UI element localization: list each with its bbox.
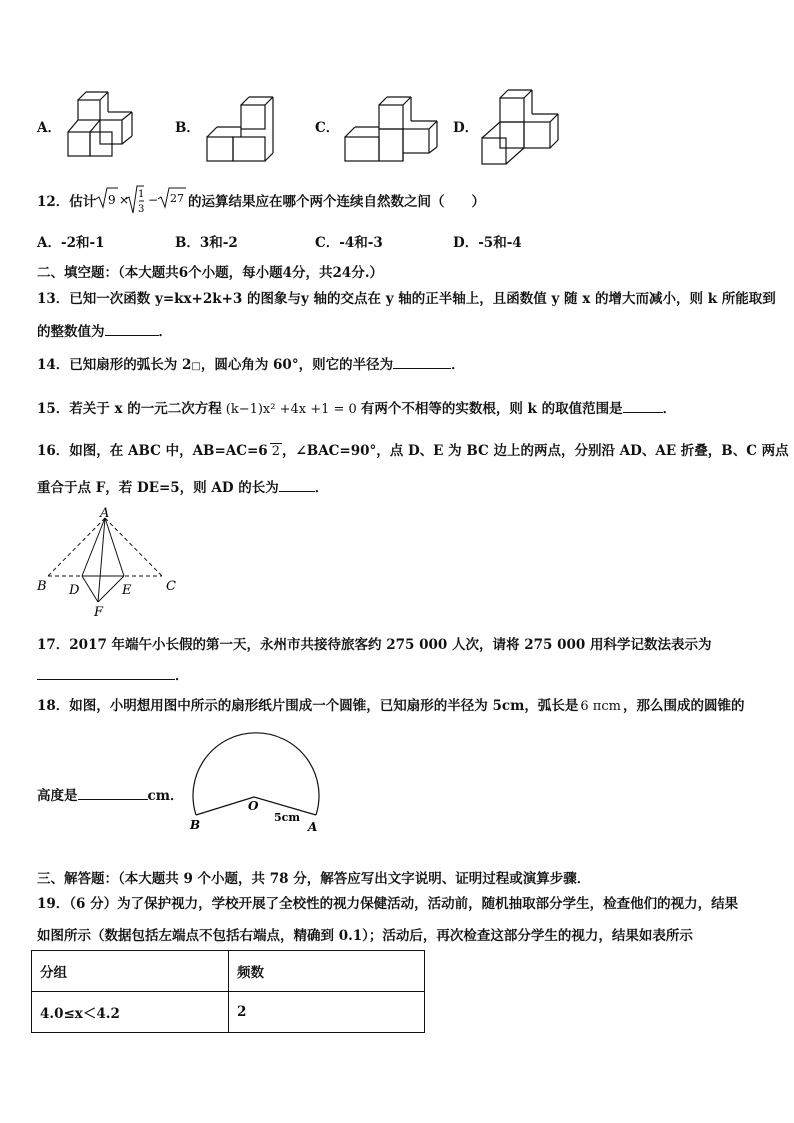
q18-line1b: ，那么围成的圆锥的 [622,698,745,714]
q15 [37,400,676,419]
table-cell-frequency: 2 [229,992,425,1033]
q18-line2a: 高度是 [37,788,78,804]
q16-answer-blank [279,479,315,492]
figure-18-sector [186,735,326,835]
q14-b: ，圆心角为 60°，则它的半径为 [200,357,394,373]
q18-line1a: 18．如图，小明想用图中所示的扇形纸片围成一个圆锥，已知扇形的半径为 5cm，弧长是 [37,698,579,714]
label-a: A [100,506,110,521]
q18-line1 [37,697,744,716]
table-header-group: 分组 [32,951,229,992]
q17-line2 [37,667,189,685]
q19-line2: 如图所示（数据包括左端点不包括右端点，精确到 0.1）；活动后，再次检查这部分学生的视力，结果如表所示 [37,928,693,944]
q18-line2b: cm． [147,788,184,804]
q15-a: 15．若关于 x 的一元二次方程 [37,401,222,417]
label-f: F [94,605,104,620]
label-o: O [248,799,259,813]
frequency-table [31,950,425,1033]
q13-end: ． [158,324,172,340]
q12-suffix: 的运算结果应在哪个两个连续自然数之间（ ） [188,194,485,210]
q15-answer-blank [623,400,663,413]
label-b18: B [190,818,201,832]
q18-answer-blank [78,787,148,800]
q18-arc: 6 πcm [580,699,621,714]
q13-text: 的整数值为 [37,324,105,340]
table-cell-group: 4.0≤x＜4.2 [32,992,229,1033]
option-a-label: A． [37,120,61,136]
q14-c: ． [451,357,465,373]
q14 [37,356,465,376]
q18-line2 [37,787,184,805]
minus: − [148,193,159,207]
q12-option-c: C．-4和-3 [315,235,383,251]
q19-line1: 19．（6 分）为了保护视力，学校开展了全校性的视力保健活动，活动前，随机抽取部分学生，检查他们的视力，结果 [37,896,739,912]
section-3-heading: 三、解答题：（本大题共 9 个小题，共 78 分，解答应写出文字说明、证明过程或演算步骤． [37,871,591,887]
frac-num: 1 [138,189,145,200]
option-b-label: B． [175,120,200,136]
q14-box: □ [191,361,201,372]
q15-equation: (k−1)x² +4x +1 = 0 [225,402,357,417]
label-e: E [122,583,132,598]
frac-den: 3 [138,204,145,215]
cube-figure-d [482,88,562,166]
radius-label: 5cm [274,811,300,824]
q13-answer-blank [105,323,159,336]
q16-line2a: 重合于点 F，若 DE=5，则 AD 的长为 [37,480,279,496]
q15-c: ． [662,401,677,417]
q17-end: ． [175,668,189,684]
cube-figure-a [68,92,138,158]
times: × [119,193,130,207]
q14-a: 14．已知扇形的弧长为 2 [37,357,192,373]
q16-sqrt: 2 [271,444,280,459]
q14-answer-blank [393,356,451,369]
cube-figure-c [345,97,439,163]
q12-prefix: 12．估计 [37,194,97,210]
label-d: D [69,583,80,598]
q13-line2 [37,323,172,341]
option-d-label: D． [453,120,479,136]
cube-figure-b [207,97,277,163]
table-header-frequency: 频数 [229,951,425,992]
q12-option-b: B．3和-2 [175,235,238,251]
q16-line1a: 16．如图，在 ABC 中，AB=AC=6 [37,443,268,459]
q17-line1: 17．2017 年端午小长假的第一天，永州市共接待旅客约 275 000 人次，请将 275 000 用科学记数法表示为 [37,637,712,653]
label-b: B [37,579,47,594]
q16-line1 [37,442,789,461]
q16-line2 [37,479,328,497]
table-header-row [32,951,425,992]
q12-expression [96,185,188,219]
figure-16-triangle [34,508,182,620]
rad2: 27 [170,192,184,205]
label-c: C [166,579,176,594]
q15-b: 有两个不相等的实数根，则 k 的取值范围是 [360,401,623,417]
q12-option-a: A．-2和-1 [37,235,105,251]
section-2-heading: 二、填空题：（本大题共6个小题，每小题4分，共24分.） [37,265,384,281]
q16-line1b: ，∠BAC=90°，点 D、E 为 BC 边上的两点，分别沿 AD、AE 折叠，B、C 两点 [281,443,789,459]
rad1: 9 [108,193,116,207]
q13-line1: 13．已知一次函数 y=kx+2k+3 的图象与y 轴的交点在 y 轴的正半轴上，且函数值 y 随 x 的增大而减小，则 k 所能取到 [37,291,776,307]
q17-answer-blank [37,667,175,680]
option-c-label: C． [315,120,340,136]
label-a18: A [308,820,318,834]
table-row [32,992,425,1033]
q16-line2b: ． [314,480,329,496]
q12-option-d: D．-5和-4 [453,235,522,251]
